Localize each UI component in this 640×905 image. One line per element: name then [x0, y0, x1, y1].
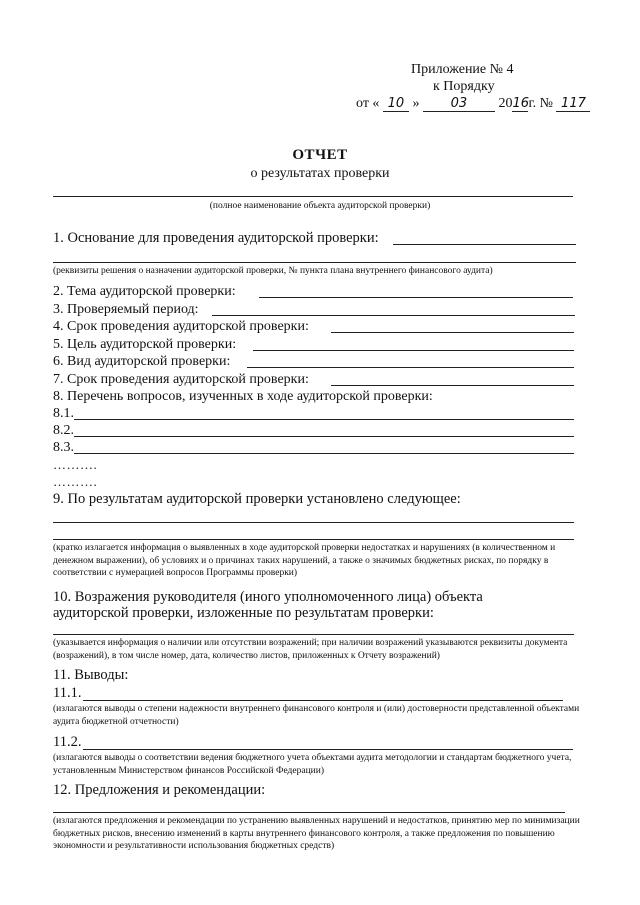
object-caption: (полное наименование объекта аудиторской проверки) [209, 201, 431, 211]
item-6-label: 6. Вид аудиторской проверки: [53, 354, 231, 369]
item-12-caption: (излагаются предложения и рекомендации по устранению выявленных нарушений и недостатков, принятию мер по минимизации бюджетных рисков, внесению изменений в карты внутреннего финансового контроля, а также предложения по повышению экономности и результативности использования бюджетных средств) [53, 816, 580, 851]
item-7-field [331, 385, 574, 386]
item-4-label: 4. Срок проведения аудиторской проверки: [53, 319, 309, 334]
item-6-field [247, 367, 574, 368]
item-12-label: 12. Предложения и рекомендации: [53, 782, 266, 798]
year-suffix: 16 [512, 96, 529, 111]
item-11-1-caption: (излагаются выводы о степени надежности внутреннего финансового контроля и (или) достоверности представленной объектами аудита бюджетной отчетности) [53, 704, 580, 727]
item-11-1-field [83, 700, 563, 701]
item-5-field [253, 350, 574, 351]
report-title: ОТЧЕТ [292, 147, 348, 163]
item-10-label-line-2: аудиторской проверки, изложенные по результатам проверки: [53, 605, 434, 621]
appendix-number: Приложение № 4 [411, 62, 514, 77]
item-7-label: 7. Срок проведения аудиторской проверки: [53, 372, 309, 387]
item-9-caption: (кратко излагается информация о выявленных в ходе аудиторской проверки недостатках и нарушениях (в количественном и денежном выражении), об условиях и о причинах таких нарушений, а также о значимых бюджетных рисках, по порядку в соответствии с нумерацией вопросов Программы проверки) [53, 543, 556, 578]
item-10-caption: (указывается информация о наличии или отсутствии возражений; при наличии возражений указываются реквизиты документа (возражений), в том числе номер, дата, количество листов, приложенных к Отчету возражений) [53, 638, 568, 661]
item-8-2-label: 8.2. [53, 423, 74, 438]
item-2-label: 2. Тема аудиторской проверки: [53, 284, 236, 299]
item-8-2-field [74, 436, 574, 437]
date-line [356, 96, 590, 112]
item-8-3-field [74, 453, 574, 454]
date-month: 03 [423, 96, 495, 112]
item-11-2-label: 11.2. [53, 734, 82, 750]
item-11-2-field [83, 749, 573, 750]
item-11-2-caption: (излагаются выводы о соответствии ведения бюджетного учета объектами аудита методологии и стандартам бюджетного учета, установленным Министерством финансов Российской Федерации) [53, 753, 572, 776]
year-prefix: 20 [498, 96, 513, 111]
item-9-line-2 [53, 539, 574, 540]
object-name-line [53, 196, 573, 197]
item-5-label: 5. Цель аудиторской проверки: [53, 337, 237, 352]
document-number: 117 [556, 96, 590, 112]
item-8-3-label: 8.3. [53, 440, 74, 455]
item-9-line-1 [53, 522, 574, 523]
item-12-line [53, 812, 565, 813]
item-8-1-field [74, 419, 574, 420]
item-11-label: 11. Выводы: [53, 667, 129, 683]
item-1-label: 1. Основание для проведения аудиторской проверки: [53, 230, 379, 246]
item-3-label: 3. Проверяемый период: [53, 302, 199, 317]
report-subtitle: о результатах проверки [250, 166, 390, 181]
date-prefix: от « [356, 96, 380, 111]
item-4-field [331, 332, 574, 333]
ellipsis-1: ………. [53, 457, 98, 472]
year-mark: г. № [528, 96, 553, 111]
date-day: 10 [383, 96, 409, 112]
item-2-field [259, 297, 573, 298]
item-10-label-line-1: 10. Возражения руководителя (иного уполномоченного лица) объекта [53, 589, 483, 605]
ellipsis-2: ………. [53, 474, 98, 489]
item-11-1-label: 11.1. [53, 685, 82, 701]
item-9-label: 9. По результатам аудиторской проверки установлено следующее: [53, 491, 461, 507]
item-1-caption: (реквизиты решения о назначении аудиторской проверки, № пункта плана внутреннего финансового аудита) [53, 266, 493, 276]
item-3-field [212, 315, 575, 316]
item-10-line [53, 634, 574, 635]
item-1-field [393, 244, 576, 245]
order-reference: к Порядку [433, 79, 495, 94]
item-8-1-label: 8.1. [53, 406, 74, 421]
item-1-line [53, 262, 576, 263]
item-8-label: 8. Перечень вопросов, изученных в ходе аудиторской проверки: [53, 389, 433, 404]
date-mid: » [412, 96, 420, 111]
